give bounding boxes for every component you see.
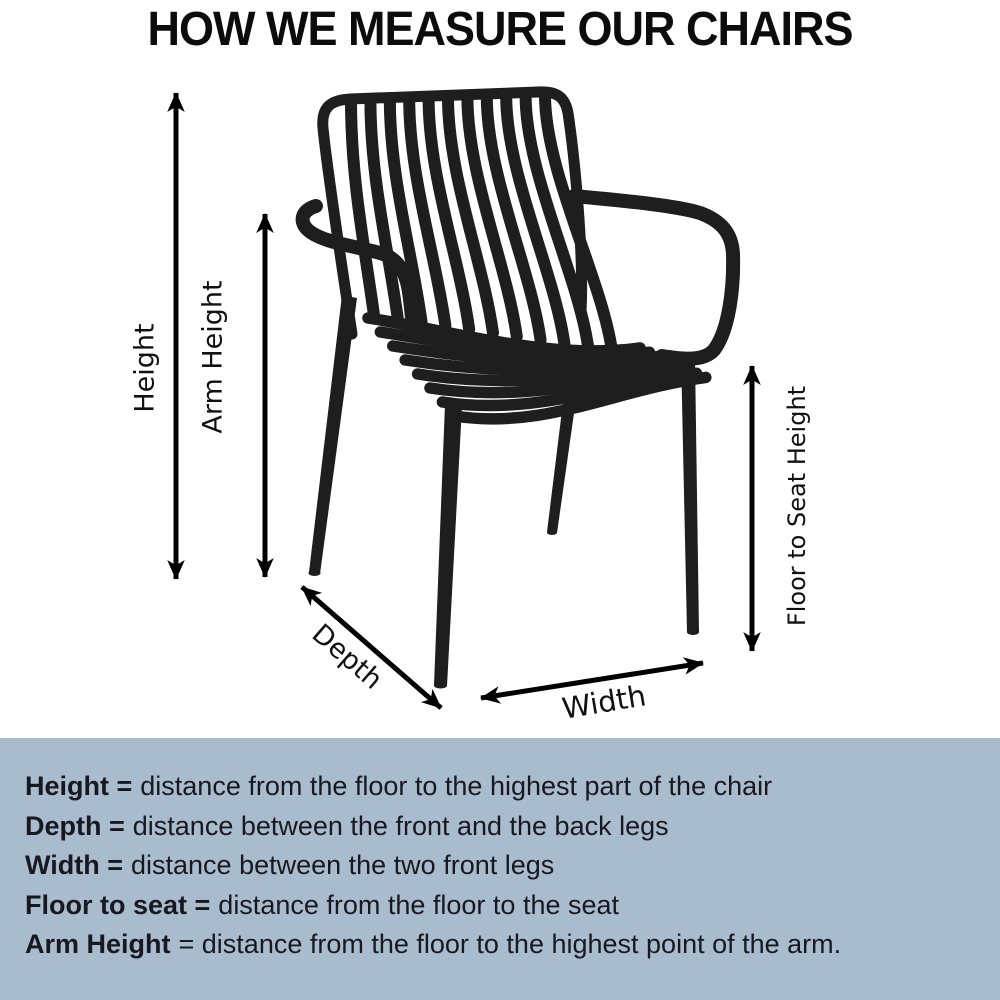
depth-label: Depth — [305, 618, 389, 696]
height-label: Height — [129, 323, 161, 413]
definition-width — [25, 846, 980, 886]
chair-front-left-foot — [434, 683, 447, 689]
arm-height-label: Arm Height — [197, 280, 229, 434]
definition-term: Height = — [25, 771, 133, 801]
definition-text: distance from the floor to the highest part of the chair — [140, 771, 773, 801]
definition-term: Arm Height — [25, 929, 171, 959]
chair-front-left-leg — [434, 404, 462, 686]
chair-front-right-foot — [687, 629, 699, 635]
definition-text: = distance from the floor to the highest point of the arm. — [178, 929, 842, 959]
chair-front-right-leg — [681, 355, 699, 632]
definition-depth — [25, 807, 980, 847]
floor-to-seat-height-label: Floor to Seat Height — [783, 385, 811, 627]
chair-rear-right-foot — [547, 530, 557, 535]
chair-rear-left-leg — [309, 295, 357, 574]
definition-text: distance between the two front legs — [131, 850, 555, 880]
definition-term: Width = — [25, 850, 123, 880]
definition-height — [25, 767, 980, 807]
definition-term: Depth = — [25, 810, 125, 841]
definition-text: distance from the floor to the seat — [218, 889, 620, 920]
page-title: HOW WE MEASURE OUR CHAIRS — [147, 0, 853, 57]
definitions-panel — [0, 738, 1000, 1000]
definition-floor-to-seat — [25, 886, 980, 926]
width-label: Width — [559, 678, 649, 726]
definition-text: distance between the front and the back legs — [132, 810, 669, 841]
chair-rear-left-foot — [309, 570, 321, 576]
definition-arm-height — [25, 925, 980, 965]
definition-term: Floor to seat = — [25, 889, 211, 920]
chair-image — [303, 92, 734, 689]
